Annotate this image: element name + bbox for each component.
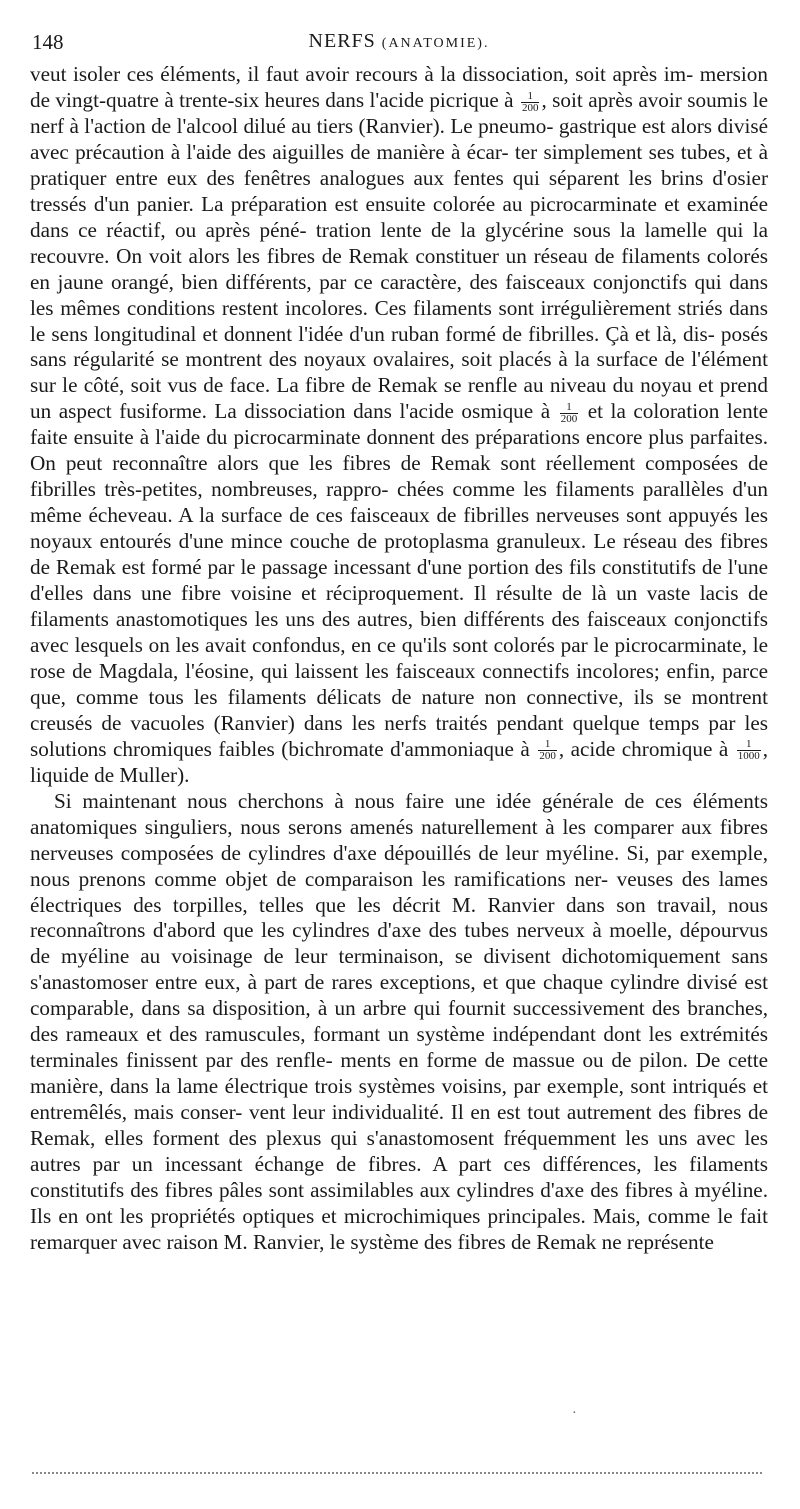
text-line: à moelle, dépourvus de myéline au voisinage de leur terminaison, se divisent xyxy=(30,918,769,969)
text-line: un système indépendant dont les extrémités terminales finissent par des renfle- xyxy=(30,1022,768,1073)
text-line: le rose de Magdala, l'éosine, qui laissent les faisceaux connectifs incolores; enfin, xyxy=(30,632,768,683)
text-line: fibres nerveuses composées de cylindres d'axe dépouillés de leur myéline. Si, xyxy=(30,814,768,865)
text-line: dichotomiquement sans s'anastomoser entre eux, à part de rares exceptions, et xyxy=(30,944,769,995)
text-line: que chaque cylindre divisé est comparable, dans sa disposition, à un arbre qui xyxy=(30,970,768,1021)
text-line: couche de protoplasma granuleux. Le réseau des fibres de Remak est formé par xyxy=(30,529,768,580)
text-line: faisceaux de fibrilles nerveuses sont appuyés les noyaux entourés d'une mince xyxy=(30,503,768,554)
text-line: le passage incessant d'une portion des fils constitutifs de l'une d'elles dans une xyxy=(30,555,769,606)
running-title-main: NERFS xyxy=(308,30,376,52)
text-line: Remak sont réellement composées de fibrilles très-petites, nombreuses, rappro- xyxy=(30,451,769,502)
text-line: préparations encore plus parfaites. On peut reconnaître alors que les fibres de xyxy=(30,425,768,476)
text-line: remarquer avec raison M. Ranvier, le système des fibres de Remak ne représente xyxy=(30,1229,714,1254)
text-line: ensuite colorée au picrocarminate et examinée dans ce réactif, ou après péné- xyxy=(30,191,768,242)
text-line: , soit après xyxy=(541,87,633,112)
text-line: montrent creusés de vacuoles (Ranvier) dans les nerfs traités pendant quelque xyxy=(30,684,769,735)
text-line: avoir soumis le nerf à l'action de l'alcool dilué au tiers (Ranvier). Le pneumo- xyxy=(30,87,768,138)
text-line: parce que, comme tous les filaments délicats de nature non connective, ils se xyxy=(30,658,769,709)
text-line: bien différents, par ce caractère, des faisceaux conjonctifs qui dans les mêmes xyxy=(30,269,768,320)
running-title-sub: (ANATOMIE). xyxy=(381,36,490,51)
page-number: 148 xyxy=(32,30,64,54)
text-line: Si maintenant nous cherchons à nous faire une idée générale de ces éléments xyxy=(54,788,768,813)
running-header xyxy=(30,28,768,62)
text-line: veut isoler ces éléments, il faut avoir recours à la dissociation, soit après im- xyxy=(30,62,694,86)
text-line: gastrique est alors divisé avec précaution à l'aide des aiguilles de manière à écar- xyxy=(30,113,769,164)
text-line: forment des plexus qui s'anastomosent fréquemment les uns avec les autres par xyxy=(30,1126,768,1177)
page xyxy=(30,28,768,1256)
text-line: vent leur individualité. Il en est tout autrement des fibres de Remak, elles xyxy=(30,1100,768,1151)
text-line: son travail, nous reconnaîtrons d'abord que les cylindres d'axe des tubes nerveux xyxy=(30,892,769,943)
text-line: conditions restent incolores. Ces filaments sont irrégulièrement striés dans le xyxy=(30,295,768,346)
text-line: anatomiques singuliers, nous serons amenés naturellement à les comparer aux xyxy=(30,814,713,839)
fraction: $\frac{1}{1000}$ xyxy=(737,738,760,763)
fraction: $\frac{1}{200}$ xyxy=(560,401,578,426)
text-line: fentes qui séparent les brins d'osier tressés d'un panier. La préparation est xyxy=(30,165,769,216)
text-line: sens longitudinal et donnent l'idée d'un ruban formé de fibrilles. Çà et là, dis- xyxy=(51,321,715,346)
text-line: un incessant échange de fibres. A part ces différences, les filaments constitutifs xyxy=(30,1152,769,1202)
text-line: , xyxy=(558,736,565,761)
text-line: ont les propriétés optiques et microchimiques principales. Mais, comme le fait xyxy=(85,1203,769,1228)
text-line: ments en forme de massue ou de pilon. De cette manière, dans la lame électrique xyxy=(30,1048,769,1099)
text-line: chées comme les filaments parallèles d'un même écheveau. A la surface de ces xyxy=(30,477,769,528)
text-line: trois systèmes voisins, par exemple, sont intriqués et entremêlés, mais conser- xyxy=(30,1074,768,1125)
text-line: fibre voisine et réciproquement. Il résulte de là un vaste lacis de filaments xyxy=(30,581,768,632)
ink-speck-mark: · xyxy=(572,1406,577,1421)
paragraph-2 xyxy=(30,789,768,1256)
text-line: des fibres pâles sont assimilables aux cylindres d'axe des fibres à myéline. Ils en xyxy=(30,1177,768,1228)
fraction: $\frac{1}{200}$ xyxy=(521,89,539,114)
text-line: temps par les solutions chromiques faibles (bichromate d'ammoniaque à xyxy=(30,710,769,761)
text-line: ter simplement ses tubes, et à pratiquer entre eux des fenêtres analogues aux xyxy=(30,139,768,190)
text-line: , liquide de Muller). xyxy=(30,736,769,787)
text-line: veuses des lames électriques des torpilles, telles que les décrit M. Ranvier dans xyxy=(30,866,769,917)
text-line: et la coloration lente faite ensuite à l'aide du picrocarminate donnent des xyxy=(30,399,769,450)
text-line: fournit successivement des branches, des rameaux et des ramuscules, formant xyxy=(30,996,769,1047)
body-text xyxy=(30,62,768,1256)
text-line: de l'élément sur le côté, soit vus de face. La fibre de Remak se renfle au niveau xyxy=(30,347,769,398)
text-line: mersion de vingt-quatre à trente-six heures dans l'acide picrique à xyxy=(30,62,768,112)
text-line: par exemple, nous prenons comme objet de comparaison les ramifications ner- xyxy=(30,840,768,891)
bottom-dotted-rule xyxy=(32,1472,762,1474)
paragraph-1 xyxy=(30,62,768,789)
text-line: tration lente de la glycérine sous la lamelle qui la recouvre. On voit alors les xyxy=(30,217,769,268)
text-line: lesquels on les avait confondus, en ce qu'ils sont colorés par le picrocarminate, xyxy=(74,632,747,657)
text-line: anastomotiques les uns des autres, bien différents des faisceaux conjonctifs avec xyxy=(30,607,768,657)
text-line: posés sans régularité se montrent des noyaux ovalaires, soit placés à la surface xyxy=(30,321,769,372)
fraction: $\frac{1}{200}$ xyxy=(539,738,556,763)
text-line: du noyau et prend un aspect fusiforme. La dissociation dans l'acide osmique à xyxy=(30,373,768,424)
text-line: fibres de Remak constituer un réseau de filaments colorés en jaune orangé, xyxy=(30,243,769,294)
text-line: acide chromique à xyxy=(570,736,735,761)
running-title xyxy=(30,30,768,53)
